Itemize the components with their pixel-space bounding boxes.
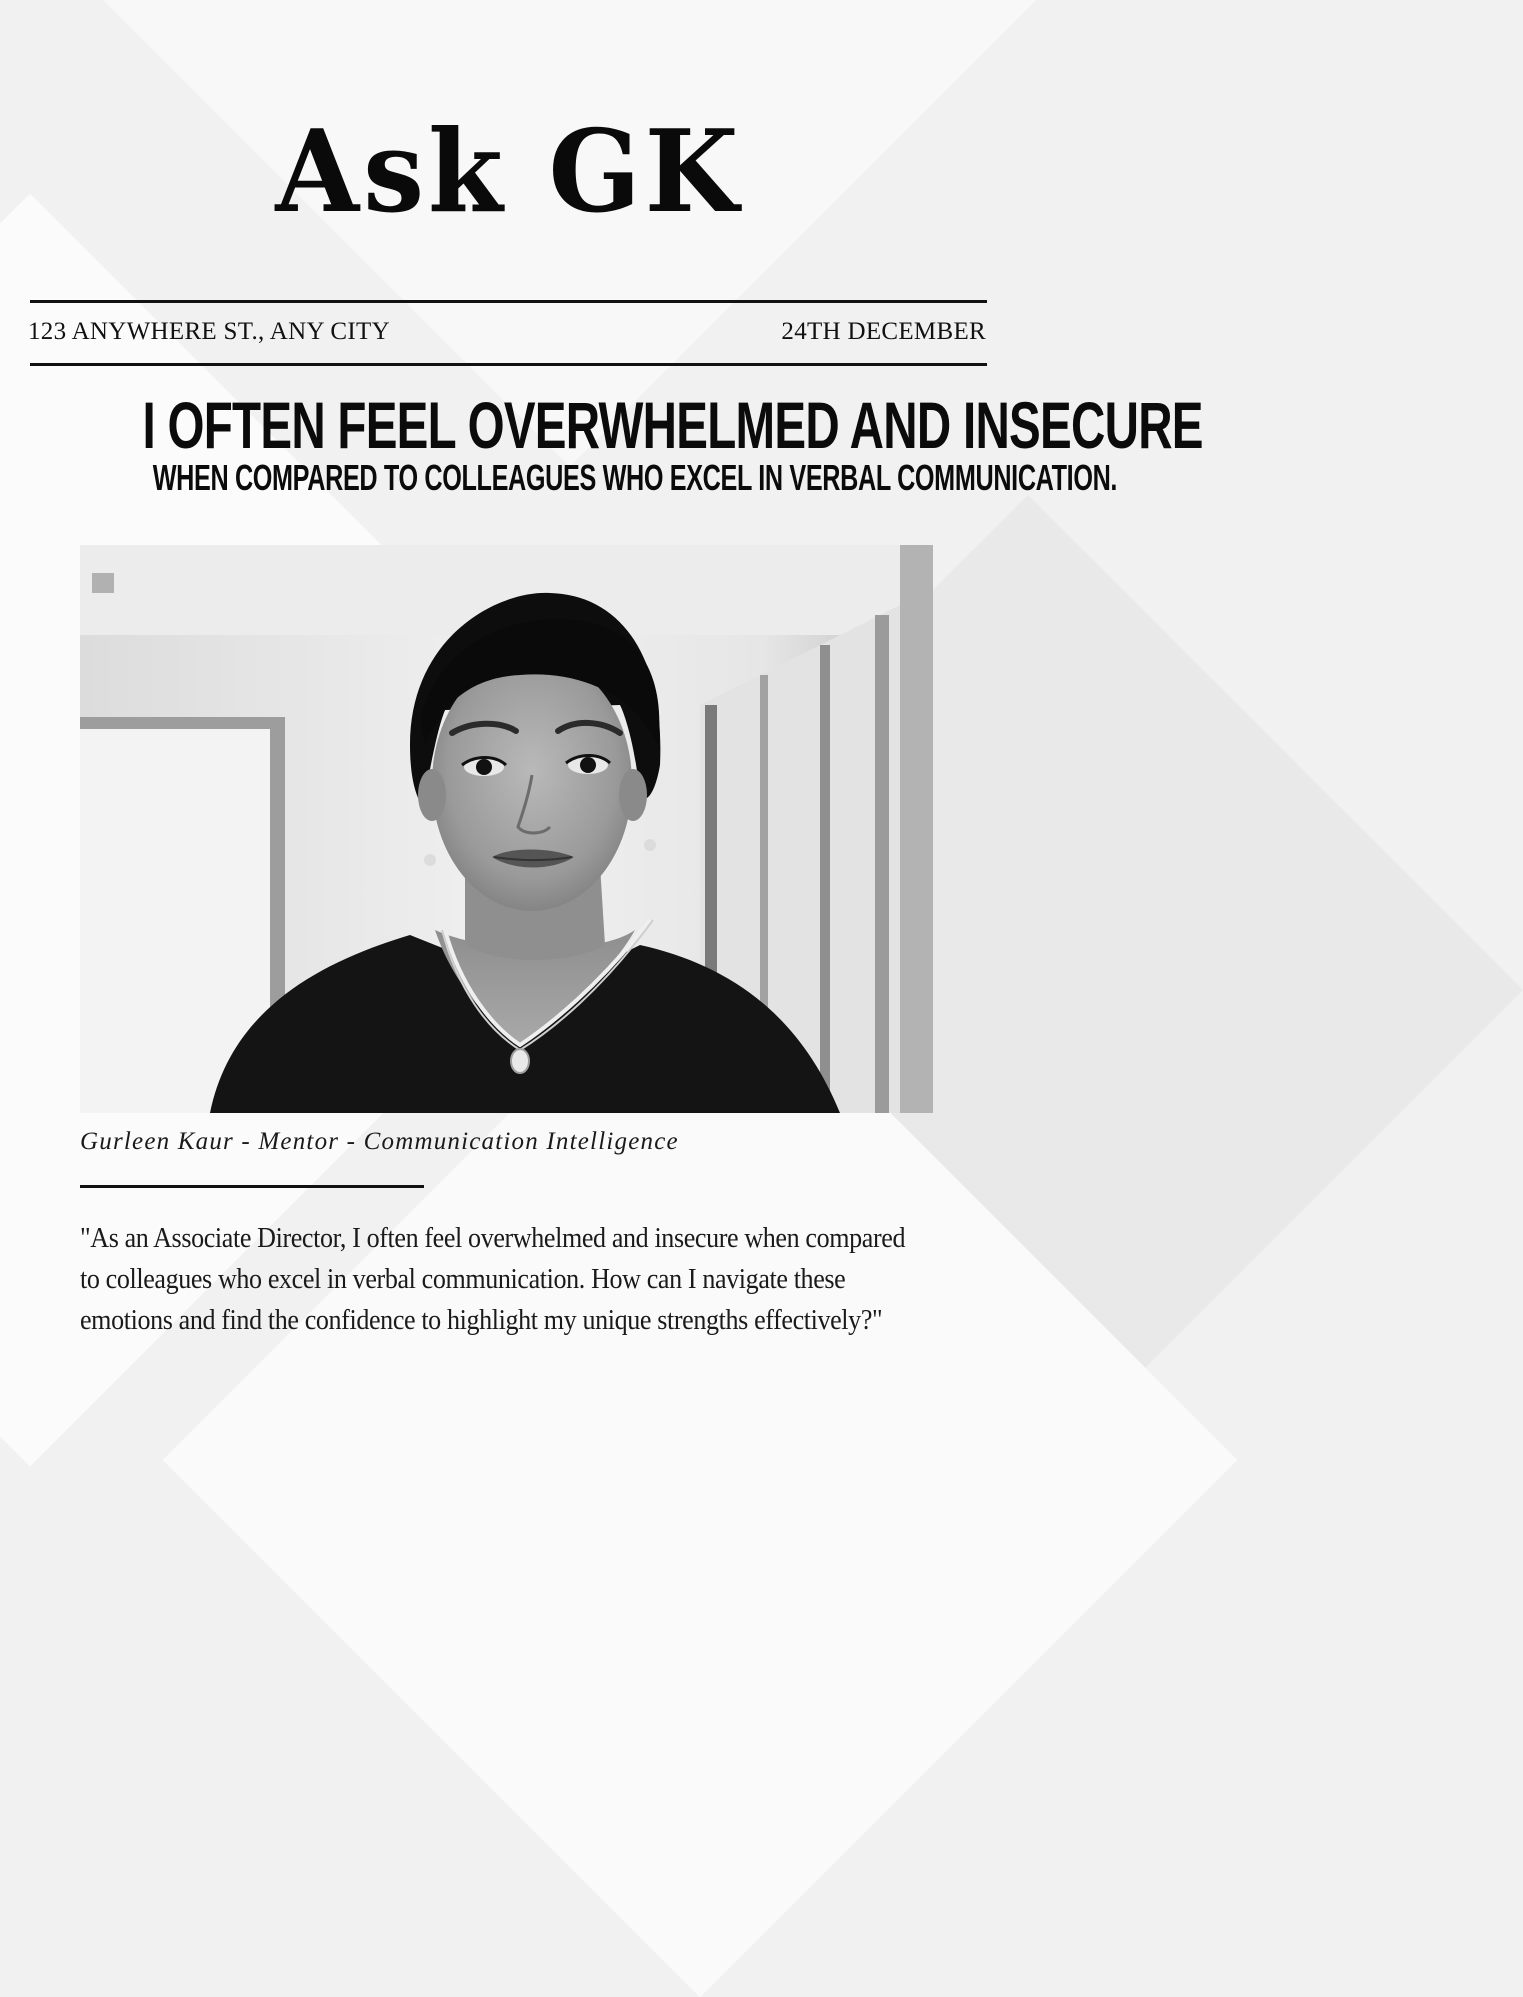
photo-caption: Gurleen Kaur - Mentor - Communication Intelligence — [80, 1128, 679, 1155]
subheadline: WHEN COMPARED TO COLLEAGUES WHO EXCEL IN VERBAL COMMUNICATION. — [152, 457, 1118, 498]
masthead-title: Ask GK — [275, 105, 743, 239]
caption-divider — [80, 1185, 424, 1188]
divider-bottom — [30, 363, 987, 366]
divider-top — [30, 300, 987, 303]
address-text: 123 ANYWHERE ST., ANY CITY — [28, 318, 390, 345]
date-text: 24TH DECEMBER — [781, 318, 986, 345]
portrait-photo — [80, 545, 933, 1113]
dateline — [28, 318, 986, 346]
portrait-illustration — [80, 545, 933, 1113]
headline: I OFTEN FEEL OVERWHELMED AND INSECURE — [142, 388, 1203, 462]
question-text: "As an Associate Director, I often feel overwhelmed and insecure when compared to colleagues who excel in verbal communication. How can I navigate these emotions and find the confidence to highlight my unique strengths effectively?" — [80, 1223, 906, 1336]
